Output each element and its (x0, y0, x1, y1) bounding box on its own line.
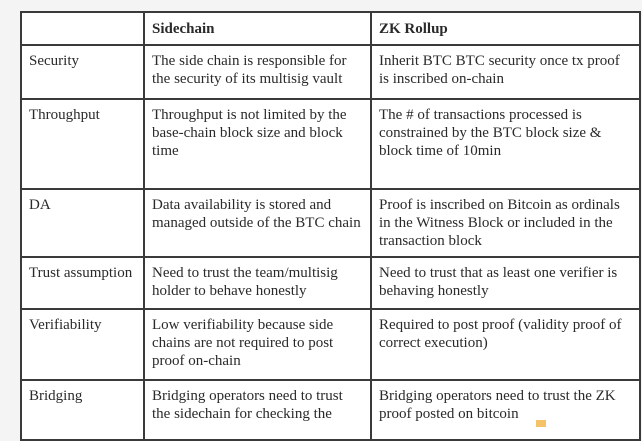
header-empty-cell (21, 12, 144, 45)
comparison-table (20, 11, 641, 441)
zk-rollup-cell: Proof is inscribed on Bitcoin as ordinals in the Witness Block or included in the transaction block (371, 189, 640, 257)
zk-rollup-cell: Required to post proof (validity proof of correct execution) (371, 309, 640, 380)
table-row-trust-assumption (21, 257, 640, 309)
sidechain-cell: Need to trust the team/multisig holder to behave honestly (144, 257, 371, 309)
row-label: Verifiability (21, 309, 144, 380)
row-label: Bridging (21, 380, 144, 440)
watermark-logo-icon (536, 420, 546, 427)
zk-rollup-cell: Bridging operators need to trust the ZK proof posted on bitcoin (371, 380, 640, 440)
table-row-throughput (21, 99, 640, 189)
table-row-da (21, 189, 640, 257)
sidechain-cell: Bridging operators need to trust the sidechain for checking the (144, 380, 371, 440)
row-label: Throughput (21, 99, 144, 189)
sidechain-cell: Throughput is not limited by the base-chain block size and block time (144, 99, 371, 189)
header-sidechain: Sidechain (144, 12, 371, 45)
row-label: Trust assumption (21, 257, 144, 309)
table-row-security (21, 45, 640, 99)
header-row (21, 12, 640, 45)
sidechain-cell: Data availability is stored and managed outside of the BTC chain (144, 189, 371, 257)
table-row-verifiability (21, 309, 640, 380)
sidechain-cell: The side chain is responsible for the security of its multisig vault (144, 45, 371, 99)
header-zk-rollup: ZK Rollup (371, 12, 640, 45)
sidechain-cell: Low verifiability because side chains are not required to post proof on-chain (144, 309, 371, 380)
row-label: DA (21, 189, 144, 257)
row-label: Security (21, 45, 144, 99)
zk-rollup-cell: Inherit BTC BTC security once tx proof is inscribed on-chain (371, 45, 640, 99)
zk-rollup-cell: The # of transactions processed is constrained by the BTC block size & block time of 10min (371, 99, 640, 189)
zk-rollup-cell: Need to trust that as least one verifier is behaving honestly (371, 257, 640, 309)
table-row-bridging (21, 380, 640, 440)
